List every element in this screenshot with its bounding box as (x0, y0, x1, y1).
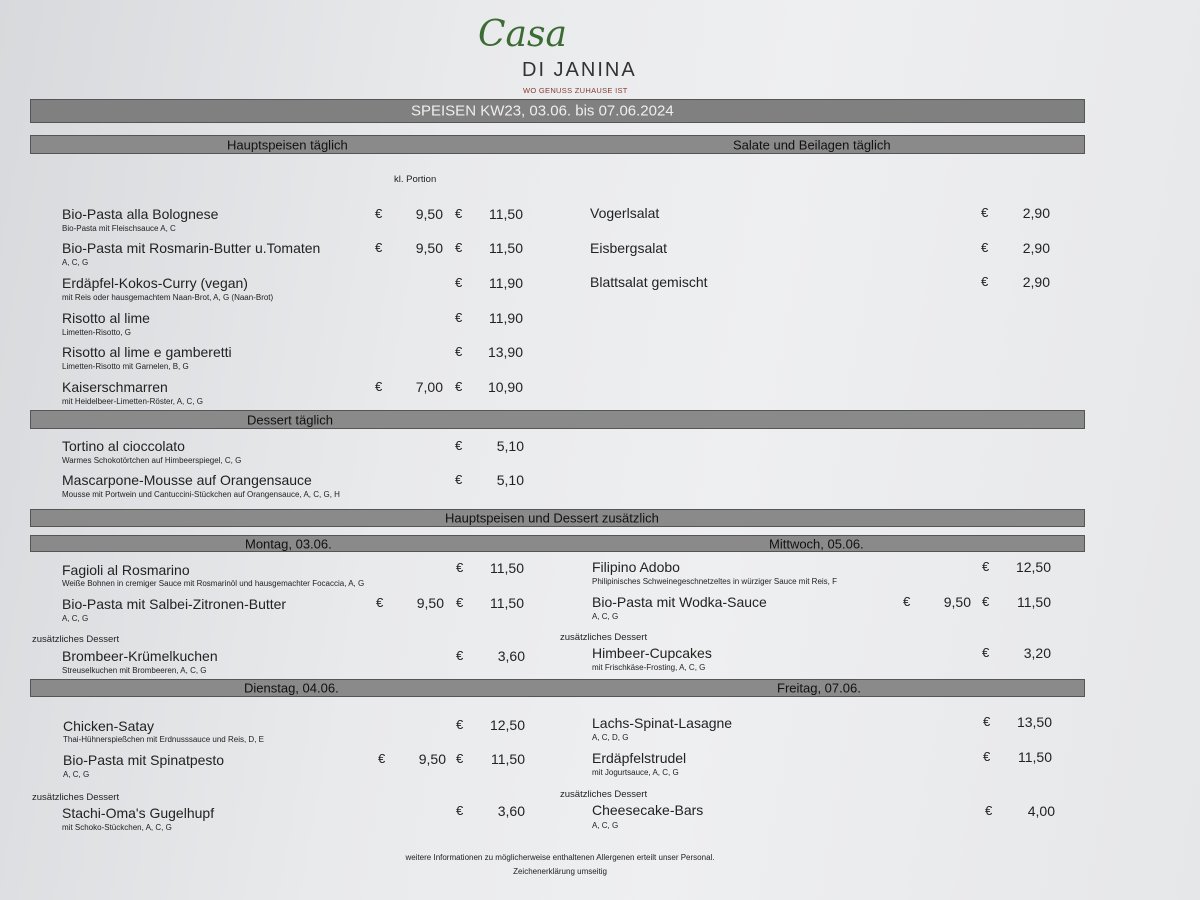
extra-dessert-label: zusätzliches Dessert (560, 789, 648, 800)
price: 5,10 (496, 438, 524, 454)
item-name: Mascarpone-Mousse auf Orangensauce (62, 472, 312, 488)
item-description: Philipinisches Schweinegeschnetzeltes in würziger Sauce mit Reis, F (592, 577, 837, 586)
day-monday: Montag, 03.06. (245, 536, 332, 551)
euro-sign: € (455, 310, 463, 325)
day-bar-tue-fri (30, 679, 1085, 697)
euro-sign: € (983, 714, 991, 729)
section-bar-extra (30, 509, 1085, 527)
euro-sign: € (455, 379, 463, 394)
day-bar-mon-wed (30, 535, 1085, 552)
item-description: Limetten-Risotto, G (62, 328, 131, 337)
euro-sign: € (982, 594, 990, 609)
section-extra: Hauptspeisen und Dessert zusätzlich (445, 510, 659, 526)
price: 12,50 (489, 717, 525, 733)
price: 3,60 (497, 648, 525, 664)
item-name: Tortino al cioccolato (62, 438, 185, 454)
item-name: Himbeer-Cupcakes (592, 645, 712, 661)
price: 12,50 (1015, 559, 1051, 575)
day-wednesday: Mittwoch, 05.06. (769, 536, 864, 551)
item-description: A, C, G (63, 770, 90, 779)
euro-sign: € (981, 240, 989, 255)
item-name: Filipino Adobo (592, 559, 680, 575)
price: 11,50 (490, 595, 524, 611)
small-price: 9,50 (418, 751, 446, 767)
euro-sign: € (983, 749, 991, 764)
item-name: Chicken-Satay (63, 718, 155, 734)
price: 11,90 (489, 310, 523, 326)
item-name: Brombeer-Krümelkuchen (62, 648, 218, 664)
small-price: 9,50 (943, 594, 971, 610)
item-description: A, C, G (62, 258, 89, 267)
item-name: Bio-Pasta mit Salbei-Zitronen-Butter (62, 596, 287, 612)
euro-sign: € (376, 595, 384, 610)
title-bar (30, 99, 1085, 123)
price: 13,90 (487, 344, 523, 360)
price: 11,50 (489, 206, 523, 222)
extra-dessert-label: zusätzliches Dessert (560, 632, 648, 643)
euro-sign: € (378, 751, 386, 766)
item-description: A, C, G (592, 612, 619, 621)
item-name: Fagioli al Rosmarino (62, 562, 190, 578)
euro-sign: € (982, 559, 990, 574)
euro-sign: € (375, 240, 383, 255)
euro-sign: € (456, 595, 464, 610)
item-description: Mousse mit Portwein und Cantuccini-Stückchen auf Orangensauce, A, C, G, H (62, 490, 340, 499)
small-price: 9,50 (416, 595, 444, 611)
price: 11,90 (489, 275, 523, 291)
euro-sign: € (981, 205, 989, 220)
price: 11,50 (489, 240, 523, 256)
price: 3,60 (497, 803, 525, 819)
price: 2,90 (1022, 274, 1050, 290)
euro-sign: € (375, 379, 383, 394)
section-bar-dessert (30, 410, 1085, 429)
euro-sign: € (456, 560, 464, 575)
price: 2,90 (1022, 205, 1050, 221)
small-price: 7,00 (415, 379, 443, 395)
price: 5,10 (496, 472, 524, 488)
euro-sign: € (455, 206, 463, 221)
item-name: Blattsalat gemischt (590, 274, 708, 290)
price: 11,50 (491, 751, 525, 767)
section-dessert-daily: Dessert täglich (247, 412, 333, 427)
euro-sign: € (982, 645, 990, 660)
item-description: mit Schoko-Stückchen, A, C, G (62, 823, 172, 832)
item-name: Bio-Pasta alla Bolognese (62, 206, 219, 222)
item-description: A, C, G (62, 614, 89, 623)
euro-sign: € (455, 472, 463, 487)
item-name: Bio-Pasta mit Wodka-Sauce (592, 594, 767, 610)
item-name: Vogerlsalat (590, 205, 660, 221)
item-name: Cheesecake-Bars (592, 802, 704, 818)
item-name: Bio-Pasta mit Rosmarin-Butter u.Tomaten (62, 240, 321, 256)
item-name: Risotto al lime (62, 310, 150, 326)
price: 11,50 (1018, 749, 1052, 765)
small-price: 9,50 (415, 240, 443, 256)
item-name: Risotto al lime e gamberetti (62, 344, 232, 360)
section-bar-daily (30, 135, 1085, 154)
item-name: Lachs-Spinat-Lasagne (592, 715, 733, 731)
item-description: A, C, G (592, 821, 619, 830)
extra-dessert-label: zusätzliches Dessert (32, 792, 120, 803)
logo-name: DI JANINA (522, 59, 637, 81)
euro-sign: € (981, 274, 989, 289)
euro-sign: € (456, 751, 464, 766)
item-name: Eisbergsalat (590, 240, 668, 256)
footer-legend: Zeichenerklärung umseitig (513, 867, 607, 876)
euro-sign: € (456, 648, 464, 663)
extra-dessert-label: zusätzliches Dessert (32, 634, 120, 645)
day-friday: Freitag, 07.06. (777, 680, 861, 696)
item-description: A, C, D, G (592, 733, 629, 742)
small-price: 9,50 (415, 206, 443, 222)
item-name: Kaiserschmarren (62, 379, 168, 395)
euro-sign: € (985, 803, 993, 818)
item-description: mit Frischkäse-Frosting, A, C, G (592, 663, 706, 672)
price: 11,50 (490, 560, 524, 576)
item-description: Thai-Hühnerspießchen mit Erdnusssauce und Reis, D, E (63, 735, 264, 744)
price: 13,50 (1016, 714, 1052, 730)
item-description: Bio-Pasta mit Fleischsauce A, C (62, 224, 176, 233)
day-tuesday: Dienstag, 04.06. (244, 680, 339, 696)
item-name: Erdäpfel-Kokos-Curry (vegan) (62, 275, 248, 291)
euro-sign: € (903, 594, 911, 609)
euro-sign: € (455, 438, 463, 453)
section-salads-daily: Salate und Beilagen täglich (733, 137, 891, 152)
item-name: Erdäpfelstrudel (592, 750, 687, 766)
item-description: Warmes Schokotörtchen auf Himbeerspiegel, C, G (62, 456, 242, 465)
logo-script: Casa (478, 14, 567, 55)
euro-sign: € (456, 717, 464, 732)
item-description: mit Jogurtsauce, A, C, G (592, 768, 679, 777)
euro-sign: € (455, 275, 463, 290)
euro-sign: € (455, 240, 463, 255)
item-description: mit Heidelbeer-Limetten-Röster, A, C, G (62, 397, 203, 406)
item-name: Stachi-Oma's Gugelhupf (62, 805, 215, 821)
euro-sign: € (456, 803, 464, 818)
price: 4,00 (1027, 803, 1055, 819)
page-title: SPEISEN KW23, 03.06. bis 07.06.2024 (411, 102, 674, 120)
price: 11,50 (1017, 594, 1051, 610)
euro-sign: € (455, 344, 463, 359)
logo-tagline: WO GENUSS ZUHAUSE IST (523, 86, 628, 95)
item-description: Weiße Bohnen in cremiger Sauce mit Rosmarinöl und hausgemachter Focaccia, A, G (62, 579, 365, 588)
price: 3,20 (1023, 645, 1051, 661)
item-name: Bio-Pasta mit Spinatpesto (63, 752, 225, 768)
euro-sign: € (375, 206, 383, 221)
item-description: Limetten-Risotto mit Garnelen, B, G (62, 362, 189, 371)
small-portion-label: kl. Portion (394, 174, 437, 185)
section-main-daily: Hauptspeisen täglich (227, 137, 348, 152)
price: 2,90 (1022, 240, 1050, 256)
item-description: Streuselkuchen mit Brombeeren, A, C, G (62, 666, 207, 675)
footer-allergens: weitere Informationen zu möglicherweise enthaltenen Allergenen erteilt unser Personal. (405, 853, 715, 862)
item-description: mit Reis oder hausgemachtem Naan-Brot, A, G (Naan-Brot) (62, 293, 274, 302)
price: 10,90 (487, 379, 523, 395)
